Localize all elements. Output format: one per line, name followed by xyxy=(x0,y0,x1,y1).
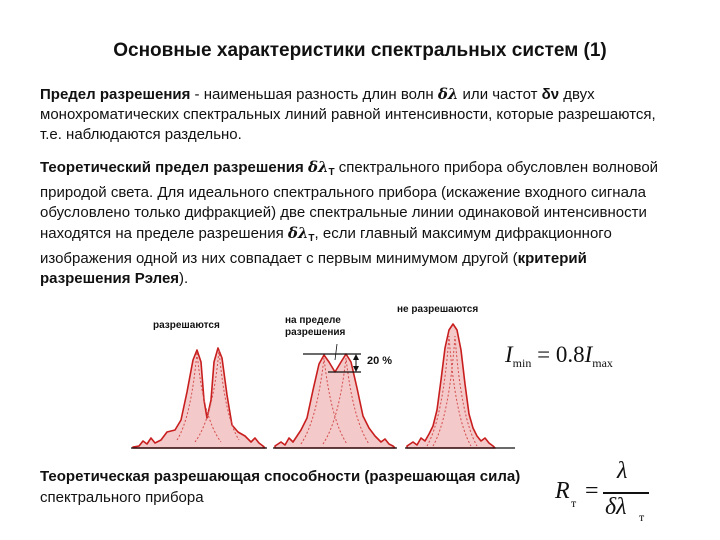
intensity-ratio-formula xyxy=(505,342,613,371)
resolution-figure xyxy=(125,300,525,462)
label-at-limit: на пределе разрешения xyxy=(285,315,346,338)
text: двух монохроматических спектральных линий равной интенсивности, которые разрешаются, т.е. наблюдаются раздельно. xyxy=(40,86,656,143)
resolving-power-formula xyxy=(555,458,675,524)
label-resolved: разрешаются xyxy=(153,320,220,331)
text: спектрального прибора xyxy=(40,489,204,506)
equals-coefficient: = 0.8 xyxy=(531,342,585,367)
denominator-delta-lambda: δλ xyxy=(605,494,627,520)
profile-unresolved xyxy=(407,324,495,448)
i-max: I xyxy=(584,342,593,367)
subscript: T xyxy=(328,167,335,178)
resolution-limit-definition xyxy=(40,84,680,145)
symbol-delta-lambda: δλ xyxy=(437,85,459,103)
label-unresolved: не разрешаются xyxy=(397,304,479,315)
symbol-delta-lambda-t: δλ xyxy=(307,158,329,176)
label-pointer xyxy=(335,344,337,360)
subscript-max: max xyxy=(592,356,613,370)
label-twenty-percent: 20 % xyxy=(367,355,393,367)
symbol-delta-lambda-t: δλ xyxy=(287,224,309,242)
resolving-power-paragraph xyxy=(40,466,560,508)
r-subscript: т xyxy=(571,496,577,510)
text: , если главный максимум дифракционного изображения одной из них совпадает с первым минимумом другой ( xyxy=(40,225,612,267)
arrow-head-up xyxy=(353,354,359,360)
slide-title: Основные характеристики спектральных систем (1) xyxy=(113,40,607,61)
profile-resolved xyxy=(133,348,265,448)
denominator-subscript: т xyxy=(639,510,645,524)
term-resolving-power: Теоретическая разрешающая способности (разрешающая сила) xyxy=(40,468,521,485)
profile-at-limit xyxy=(275,354,395,448)
text: или частот xyxy=(458,86,542,103)
text: - наименьшая разность длин волн xyxy=(190,86,438,103)
rayleigh-criterion: критерий разрешения Рэлея xyxy=(40,250,587,287)
subscript-min: min xyxy=(512,356,532,370)
text: спектрального прибора обусловлен волновой природой света. Для идеального спектрального прибора (искажение входного сигнала обусловлено только дифракцией) две спектральные линии одинаковой интенсивности находятся на пределе разрешения xyxy=(40,159,659,242)
term-resolution-limit: Предел разрешения xyxy=(40,86,191,103)
text: ). xyxy=(179,270,189,287)
i-min: I xyxy=(505,342,513,367)
term-theoretical-limit: Теоретический предел разрешения xyxy=(40,159,308,176)
equals-sign: = xyxy=(585,478,599,504)
symbol-delta-nu: δν xyxy=(541,86,560,103)
numerator-lambda: λ xyxy=(617,458,628,484)
r-symbol: R xyxy=(555,478,570,504)
theoretical-limit-paragraph xyxy=(40,157,680,289)
subscript: T xyxy=(308,233,315,244)
